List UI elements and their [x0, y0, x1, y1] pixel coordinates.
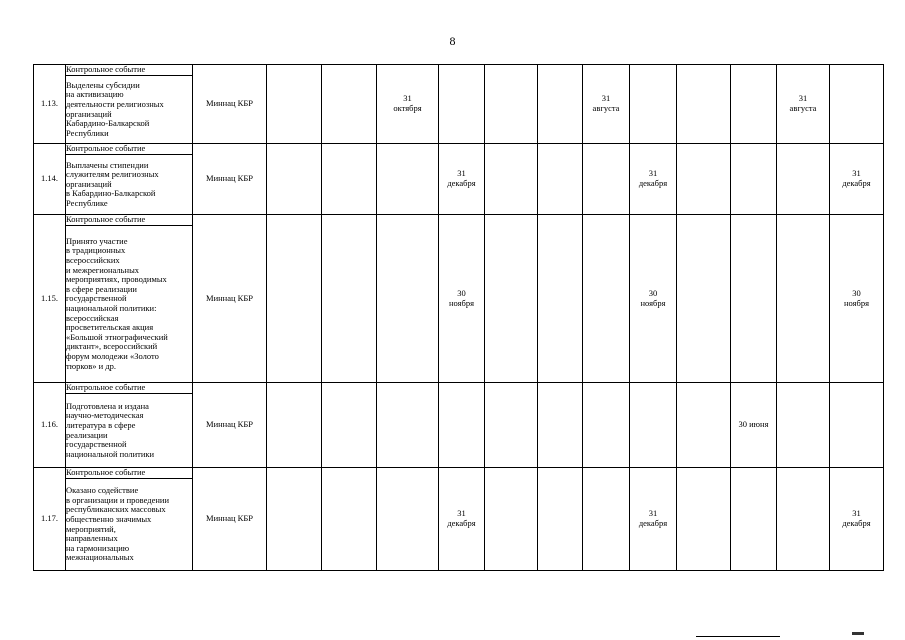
control-event-header: Контрольное событие: [66, 215, 193, 226]
description-line: общественно значимых: [66, 513, 152, 524]
description-line: Выделены субсидии: [66, 79, 140, 90]
event-description: [66, 394, 193, 468]
description-line: «Большой этнографический: [66, 331, 168, 342]
schedule-cell: [583, 468, 630, 571]
schedule-cell: [538, 383, 583, 468]
schedule-cell: [322, 215, 377, 383]
control-event-header: Контрольное событие: [66, 144, 193, 155]
date-part: 30: [457, 287, 466, 298]
table-row: [34, 215, 884, 226]
schedule-cell: [583, 383, 630, 468]
schedule-cell: [677, 468, 731, 571]
date-part: ноября: [843, 297, 870, 308]
description-line: организаций: [66, 108, 112, 119]
description-line: Оказано содействие: [66, 485, 139, 496]
control-event-header: Контрольное событие: [66, 383, 193, 394]
description-line: деятельности религиозных: [66, 98, 164, 109]
description-line: на активизацию: [66, 89, 124, 100]
signature-line: [696, 636, 780, 637]
schedule-cell: [731, 65, 777, 144]
event-description: [66, 479, 193, 571]
table-row: [34, 468, 884, 479]
row-number: 1.16.: [34, 383, 66, 468]
table-row: [34, 144, 884, 155]
schedule-cell: [677, 383, 731, 468]
description-line: организаций: [66, 178, 112, 189]
schedule-cell: [322, 144, 377, 215]
schedule-cell: [377, 215, 439, 383]
description-line: служителям религиозных: [66, 169, 159, 180]
schedule-cell: [777, 65, 830, 144]
schedule-cell: [439, 383, 485, 468]
row-number: 1.13.: [34, 65, 66, 144]
schedule-cell: [267, 468, 322, 571]
date-part: декабря: [638, 178, 668, 188]
description-line: на гармонизацию: [66, 542, 130, 553]
date-part: 31: [403, 93, 412, 104]
schedule-cell: [731, 215, 777, 383]
date-part: 31: [601, 93, 611, 104]
description-line: межнациональных: [66, 552, 134, 563]
schedule-cell: [677, 144, 731, 215]
description-line: в сфере реализации: [66, 283, 137, 294]
date-part: ноября: [640, 297, 666, 308]
description-line: литература в сфере: [66, 419, 136, 430]
schedule-cell: [777, 144, 830, 215]
event-description: [66, 76, 193, 144]
schedule-cell: [538, 144, 583, 215]
schedule-cell: [830, 144, 884, 215]
schedule-cell: [583, 215, 630, 383]
schedule-cell: [830, 65, 884, 144]
control-event-header: Контрольное событие: [66, 65, 193, 76]
schedule-cell: [322, 65, 377, 144]
description-line: просветительская акция: [66, 322, 154, 333]
description-line: Республики: [66, 127, 109, 138]
date-part: декабря: [447, 518, 476, 528]
schedule-cell: [630, 468, 677, 571]
schedule-cell: [267, 383, 322, 468]
schedule-cell: [630, 215, 677, 383]
row-number: 1.15.: [34, 215, 66, 383]
page-number: 8: [449, 34, 456, 48]
schedule-table: [33, 64, 884, 571]
description-line: научно-методическая: [66, 410, 144, 421]
schedule-cell: [267, 144, 322, 215]
description-line: Выплачены стипендии: [66, 159, 149, 170]
table-row: [34, 383, 884, 394]
schedule-cell: [731, 468, 777, 571]
date-part: 30 июня: [738, 419, 769, 430]
description-line: государственной: [66, 439, 127, 450]
page-mark: [852, 632, 864, 635]
description-line: национальной политики:: [66, 303, 157, 313]
description-line: форум молодежи «Золото: [66, 350, 159, 361]
schedule-cell: [267, 215, 322, 383]
date-part: 31: [648, 508, 658, 519]
schedule-cell: [777, 215, 830, 383]
schedule-cell: [485, 144, 538, 215]
schedule-cell: [322, 468, 377, 571]
schedule-cell: [777, 468, 830, 571]
date-part: августа: [592, 103, 620, 113]
schedule-cell: [630, 144, 677, 215]
schedule-cell: [485, 383, 538, 468]
row-number: 1.17.: [34, 468, 66, 571]
schedule-cell: [830, 383, 884, 468]
description-line: республиканских массовых: [66, 504, 166, 515]
date-part: декабря: [638, 518, 668, 528]
description-line: мероприятий,: [66, 523, 116, 534]
schedule-cell: [485, 468, 538, 571]
date-part: 31: [852, 508, 861, 519]
schedule-cell: [439, 468, 485, 571]
description-line: направленных: [66, 533, 118, 544]
description-line: в организации и проведении: [66, 494, 169, 505]
table-row: [34, 65, 884, 76]
control-event-header: Контрольное событие: [66, 468, 193, 479]
schedule-cell: [485, 65, 538, 144]
executor-cell: Миннац КБР: [193, 215, 267, 383]
description-line: реализации: [66, 429, 108, 440]
schedule-cell: [322, 383, 377, 468]
description-line: в Кабардино-Балкарской: [66, 188, 156, 199]
schedule-cell: [630, 65, 677, 144]
schedule-cell: [777, 383, 830, 468]
schedule-cell: [630, 383, 677, 468]
event-description: [66, 155, 193, 215]
description-line: Принято участие: [66, 235, 128, 246]
date-part: 30: [648, 287, 658, 298]
date-part: 31: [852, 168, 861, 179]
schedule-cell: [583, 144, 630, 215]
schedule-cell: [677, 65, 731, 144]
schedule-cell: [731, 383, 777, 468]
schedule-cell: [538, 65, 583, 144]
schedule-cell: [377, 468, 439, 571]
description-line: всероссийская: [66, 312, 119, 323]
date-part: 31: [648, 168, 658, 179]
schedule-cell: [538, 215, 583, 383]
schedule-cell: [830, 215, 884, 383]
schedule-cell: [583, 65, 630, 144]
schedule-cell: [377, 383, 439, 468]
date-part: октября: [393, 103, 422, 113]
schedule-cell: [677, 215, 731, 383]
date-part: августа: [789, 103, 817, 113]
description-line: Республике: [66, 197, 108, 208]
description-line: Кабардино-Балкарской: [66, 118, 150, 129]
schedule-cell: [731, 144, 777, 215]
schedule-cell: [377, 65, 439, 144]
schedule-cell: [439, 65, 485, 144]
executor-cell: Миннац КБР: [193, 144, 267, 215]
description-line: государственной: [66, 293, 127, 304]
executor-cell: Миннац КБР: [193, 468, 267, 571]
description-line: и межрегиональных: [66, 264, 140, 275]
description-line: национальной политики: [66, 448, 155, 459]
schedule-cell: [377, 144, 439, 215]
event-description: [66, 226, 193, 383]
row-number: 1.14.: [34, 144, 66, 215]
schedule-cell: [538, 468, 583, 571]
date-part: 30: [852, 287, 861, 298]
date-part: декабря: [842, 518, 871, 528]
schedule-cell: [439, 144, 485, 215]
date-part: 31: [798, 93, 808, 104]
executor-cell: Миннац КБР: [193, 383, 267, 468]
date-part: 31: [457, 508, 466, 519]
schedule-cell: [485, 215, 538, 383]
date-part: декабря: [842, 178, 871, 188]
executor-cell: Миннац КБР: [193, 65, 267, 144]
description-line: мероприятиях, проводимых: [66, 274, 167, 285]
schedule-cell: [439, 215, 485, 383]
description-line: тюрков» и др.: [66, 360, 117, 371]
description-line: диктант», всероссийский: [66, 341, 158, 352]
description-line: всероссийских: [66, 255, 120, 266]
schedule-cell: [267, 65, 322, 144]
date-part: 31: [457, 168, 466, 179]
date-part: ноября: [448, 297, 475, 308]
description-line: Подготовлена и издана: [66, 400, 149, 411]
date-part: декабря: [447, 178, 476, 188]
schedule-cell: [830, 468, 884, 571]
description-line: в традиционных: [66, 245, 126, 256]
